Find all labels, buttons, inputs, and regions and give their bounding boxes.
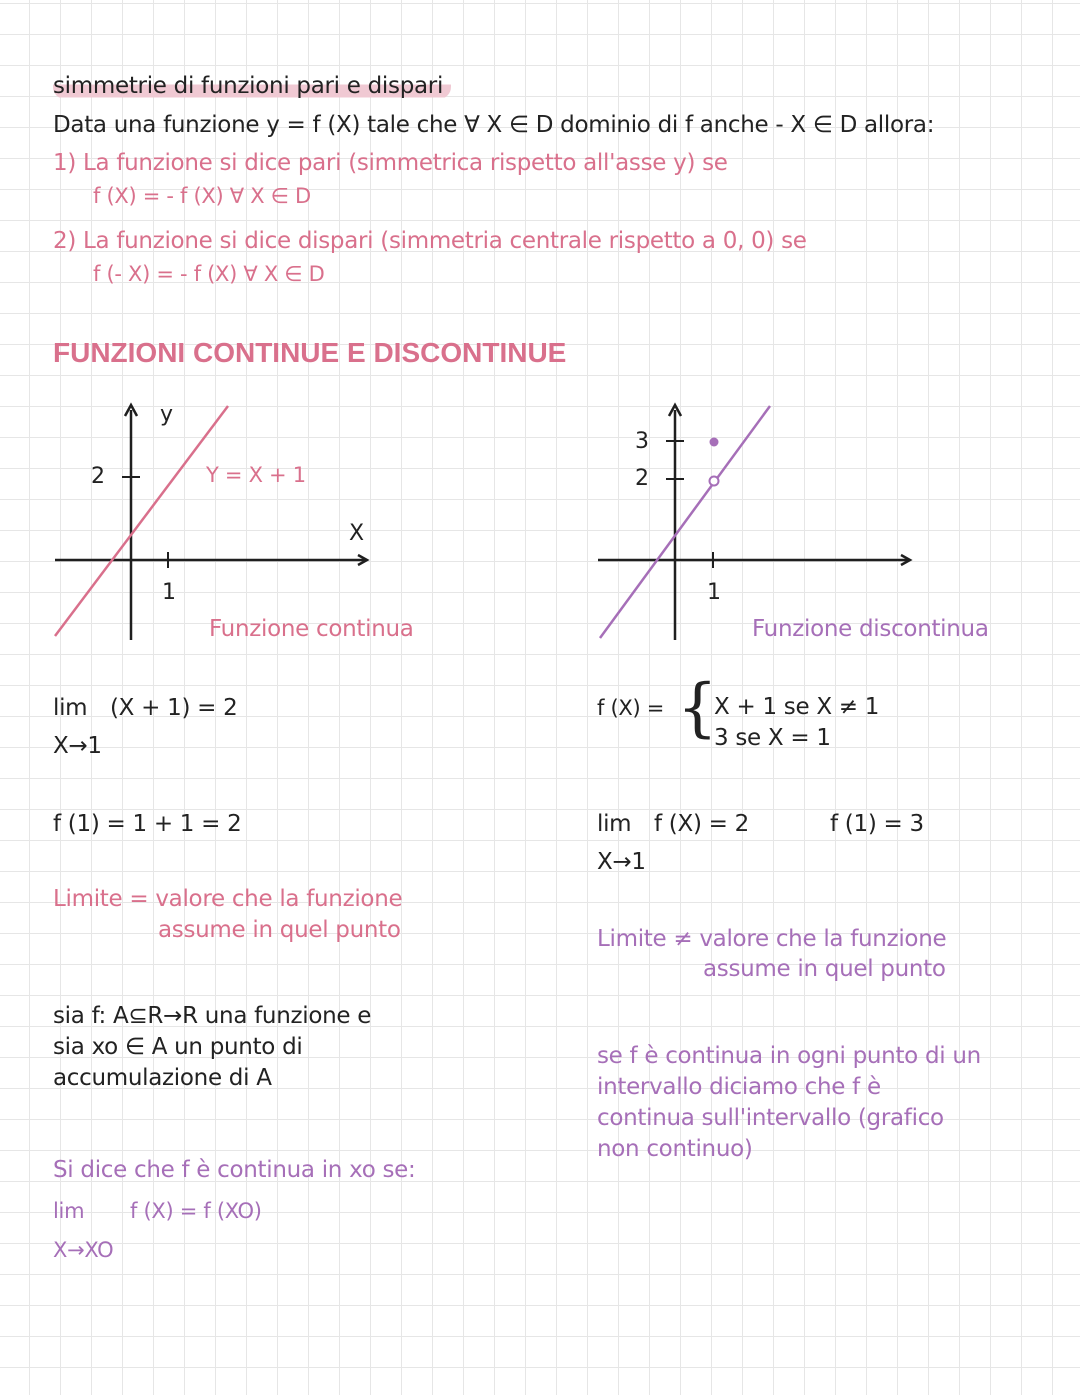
- right-function-line: [600, 406, 770, 638]
- symmetry-intro: Data una funzione y = f (X) tale che ∀ X ∈ D dominio di f anche - X ∈ D allora:: [53, 112, 935, 138]
- left-function-line: [55, 406, 228, 636]
- discontinuous-caption: Funzione discontinua: [752, 616, 989, 642]
- even-function-definition: 1) La funzione si dice pari (simmetrica rispetto all'asse y) se: [53, 150, 728, 176]
- right-hole-point: [710, 477, 719, 486]
- continuous-caption: Funzione continua: [209, 616, 414, 642]
- continuity-condition: Si dice che f è continua in xo se:: [53, 1157, 416, 1183]
- piecewise-case1: X + 1 se X ≠ 1: [714, 694, 880, 720]
- interval-line3: continua sull'intervallo (grafico: [597, 1105, 944, 1131]
- interval-line2: intervallo diciamo che f è: [597, 1074, 881, 1100]
- piecewise-brace: {: [677, 671, 718, 745]
- left-limit-word: lim: [53, 695, 88, 721]
- right-note-line1: Limite ≠ valore che la funzione: [597, 926, 947, 952]
- even-function-formula: f (X) = - f (X) ∀ X ∈ D: [93, 184, 311, 208]
- odd-function-formula: f (- X) = - f (X) ∀ X ∈ D: [93, 262, 325, 286]
- odd-function-definition: 2) La funzione si dice dispari (simmetria centrale rispetto a 0, 0) se: [53, 228, 807, 254]
- left-limit-subscript: X→1: [53, 733, 102, 759]
- interval-line1: se f è continua in ogni punto di un: [597, 1043, 981, 1069]
- symmetry-title-text: simmetrie di funzioni pari e dispari: [53, 73, 451, 99]
- left-function-value: f (1) = 1 + 1 = 2: [53, 811, 242, 837]
- left-note-line2: assume in quel punto: [158, 917, 401, 943]
- piecewise-lhs: f (X) =: [597, 696, 665, 720]
- left-line-label: Y = X + 1: [206, 463, 306, 487]
- left-limit-expression: (X + 1) = 2: [110, 695, 238, 721]
- definition-line2: sia xo ∈ A un punto di: [53, 1034, 303, 1060]
- continuity-limit-expression: f (X) = f (XO): [130, 1199, 262, 1223]
- right-y-tick-label-bottom: 2: [635, 466, 649, 491]
- left-y-axis-label: y: [160, 402, 173, 427]
- left-x-axis-label: X: [349, 521, 364, 546]
- left-note-line1: Limite = valore che la funzione: [53, 886, 403, 912]
- left-x-tick-label: 1: [162, 580, 176, 605]
- definition-line3: accumulazione di A: [53, 1065, 272, 1091]
- definition-line1: sia f: A⊆R→R una funzione e: [53, 1003, 372, 1029]
- right-note-line2: assume in quel punto: [703, 956, 946, 982]
- right-function-value: f (1) = 3: [830, 811, 924, 837]
- piecewise-case2: 3 se X = 1: [714, 725, 831, 751]
- continuity-limit-subscript: X→XO: [53, 1238, 114, 1262]
- right-y-tick-label-top: 3: [635, 429, 649, 454]
- interval-line4: non continuo): [597, 1136, 753, 1162]
- left-y-tick-label: 2: [91, 464, 105, 489]
- right-x-tick-label: 1: [707, 580, 721, 605]
- right-limit-expression: f (X) = 2: [654, 811, 749, 837]
- section-heading: FUNZIONI CONTINUE E DISCONTINUE: [53, 337, 567, 368]
- right-filled-point: [710, 438, 719, 447]
- right-limit-word: lim: [597, 811, 632, 837]
- continuity-limit-word: lim: [53, 1199, 85, 1223]
- right-limit-subscript: X→1: [597, 849, 646, 875]
